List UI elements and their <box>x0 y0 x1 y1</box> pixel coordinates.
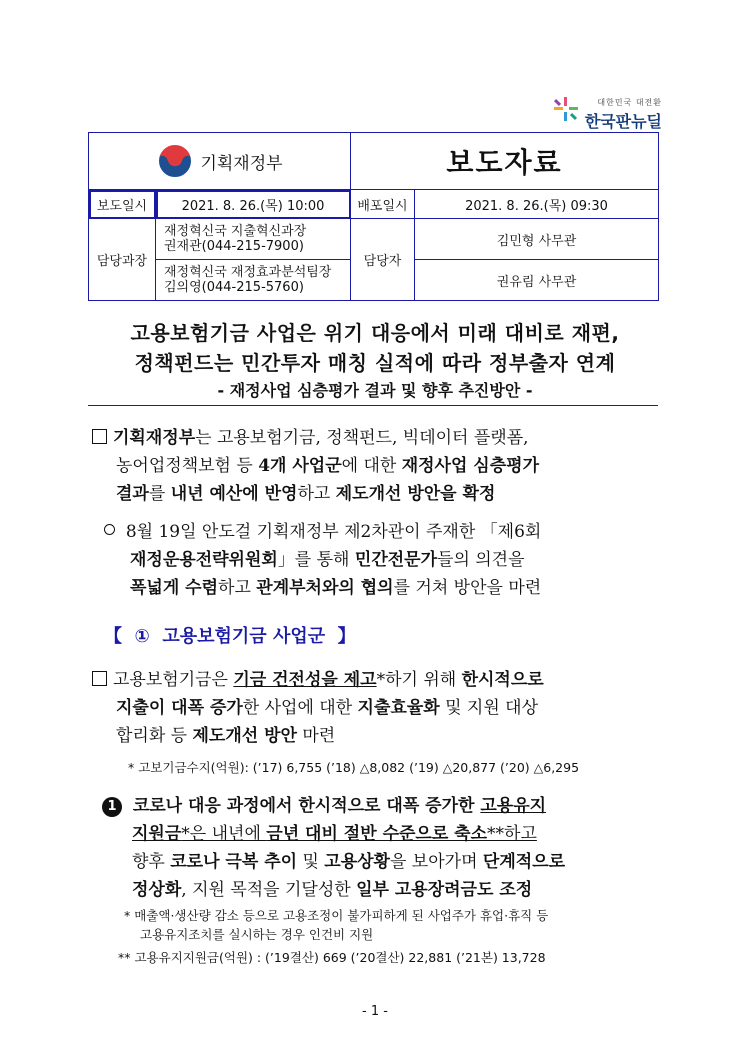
employment-subsidy-paragraph: 1 코로나 대응 과정에서 한시적으로 대폭 증가한 고용유지 지원금*은 내년에 금년 대비 절반 수준으로 축소**하고 향후 코로나 극복 추이 및 고용상황을 보아가며 단계적으로 정상화, 지원 목적을 기달성한 일부 고용장려금도 조정 <box>102 792 682 904</box>
ministry-cell <box>89 133 351 190</box>
release-time-value: 2021. 8. 26.(목) 10:00 <box>156 190 351 219</box>
headline-block <box>0 318 750 402</box>
circle-bullet-icon <box>104 524 115 535</box>
headline-divider <box>88 405 658 406</box>
square-bullet-icon <box>92 671 107 686</box>
section-name: 고용보험기금 사업군 <box>162 626 326 647</box>
headline-line-1: 고용보험기금 사업은 위기 대응에서 미래 대비로 재편, <box>130 321 620 345</box>
department-head-2-division: 재정혁신국 재정효과분석팀장 <box>164 265 332 280</box>
subsidy-amount-note: ** 고용유지지원금(억원) : (’19결산) 669 (’20결산) 22,881 (’21본) 13,728 <box>118 950 546 965</box>
staff-label: 담당자 <box>351 219 415 301</box>
press-release-title-cell <box>351 133 659 190</box>
brand-name: 한국판뉴딜 <box>584 112 662 131</box>
page-number: - 1 - <box>362 1004 388 1019</box>
summary-paragraph: 기획재정부는 고용보험기금, 정책펀드, 빅데이터 플랫폼, 농어업정책보험 등 4개 사업군에 대한 재정사업 심층평가 결과를 내년 예산에 반영하고 제도개선 방안을 확정 <box>92 424 672 508</box>
distribution-time-label: 배포일시 <box>351 190 415 219</box>
subsidy-definition-note: * 매출액·생산량 감소 등으로 고용조정이 불가피하게 된 사업주가 휴업·휴직 등 고용유지조치를 실시하는 경우 인건비 지원 <box>124 908 549 942</box>
process-paragraph: 8월 19일 안도걸 기획재정부 제2차관이 주재한 「제6회 재정운용전략위원회」를 통해 민간전문가들의 의견을 폭넓게 수렴하고 관계부처와의 협의를 거쳐 방안을 마련 <box>104 518 674 602</box>
square-bullet-icon <box>92 429 107 444</box>
staff-2: 권유림 사무관 <box>415 260 659 301</box>
department-head-2 <box>156 260 351 301</box>
section-title: 【 ① 고용보험기금 사업군 】 <box>104 626 356 647</box>
release-time-label: 보도일시 <box>89 190 156 219</box>
press-release-title: 보도자료 <box>446 146 563 179</box>
government-emblem-icon <box>156 142 194 180</box>
korean-new-deal-logo <box>552 95 662 131</box>
headline-subtitle: - 재정사업 심층평가 결과 및 향후 추진방안 - <box>217 381 533 400</box>
brand-tagline: 대한민국 대전환 <box>597 98 662 107</box>
new-deal-mark-icon <box>552 95 580 125</box>
department-head-1-contact: 권재관(044-215-7900) <box>164 239 304 254</box>
department-head-1-division: 재정혁신국 지출혁신과장 <box>164 224 307 239</box>
numbered-bullet-icon: 1 <box>102 797 122 817</box>
department-head-label: 담당과장 <box>89 219 156 301</box>
fund-balance-note: * 고보기금수지(억원): (’17) 6,755 (’18) △8,082 (’19) △20,877 (’20) △6,295 <box>128 760 580 775</box>
department-head-1 <box>156 219 351 260</box>
staff-1: 김민형 사무관 <box>415 219 659 260</box>
department-head-2-contact: 김의영(044-215-5760) <box>164 280 304 295</box>
distribution-time-value: 2021. 8. 26.(목) 09:30 <box>415 190 659 219</box>
press-header-table <box>88 132 659 301</box>
ministry-name: 기획재정부 <box>200 153 283 174</box>
employment-insurance-paragraph: 고용보험기금은 기금 건전성을 제고*하기 위해 한시적으로 지출이 대폭 증가한 사업에 대한 지출효율화 및 지원 대상 합리화 등 제도개선 방안 마련 <box>92 666 672 750</box>
headline-line-2: 정책펀드는 민간투자 매칭 실적에 따라 정부출자 연계 <box>134 351 616 375</box>
section-number: ① <box>134 626 150 647</box>
